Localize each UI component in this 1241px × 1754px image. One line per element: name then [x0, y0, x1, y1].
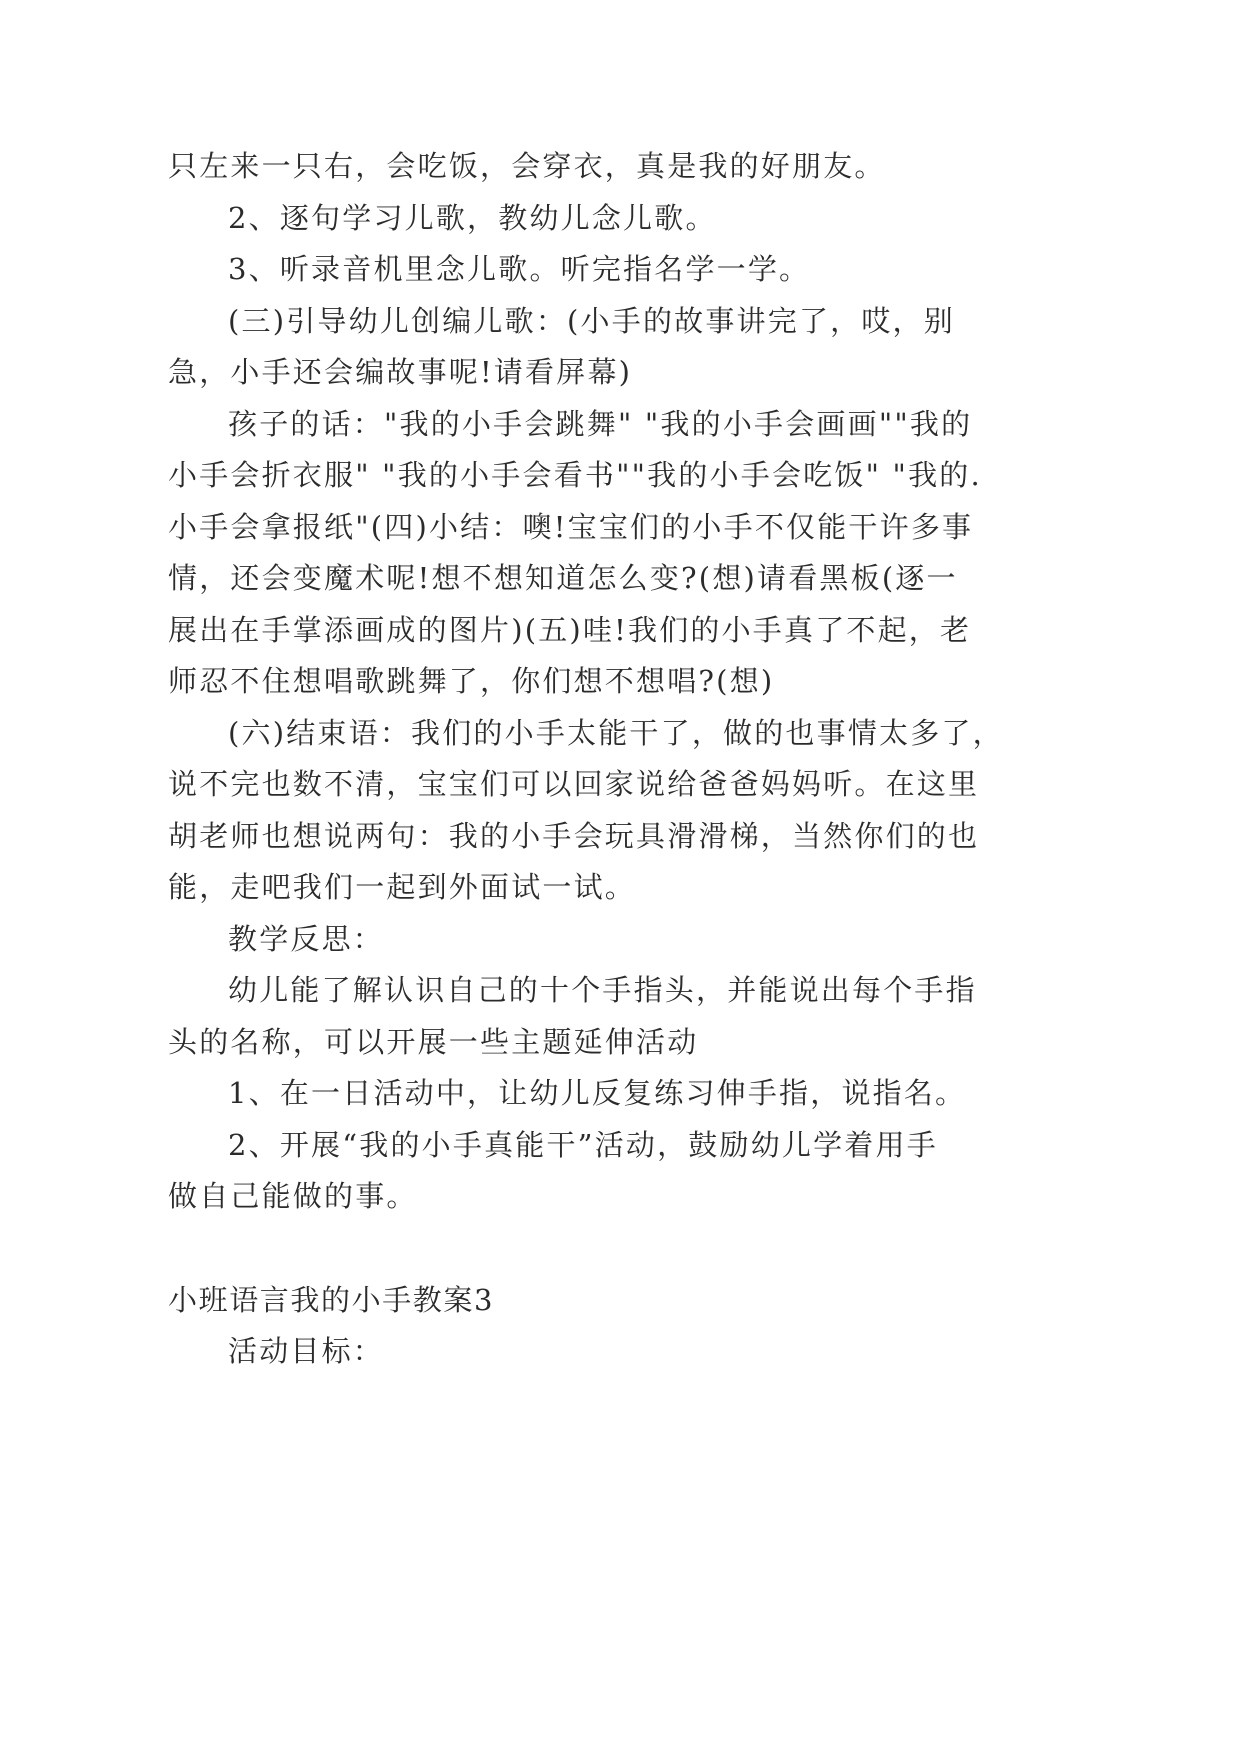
text-line: 孩子的话："我的小手会跳舞" "我的小手会画画""我的 — [228, 406, 973, 441]
text-line: 说不完也数不清，宝宝们可以回家说给爸爸妈妈听。在这里 — [168, 767, 980, 801]
text-line: 急，小手还会编故事呢!请看屏幕) — [168, 355, 633, 389]
text-line: 头的名称，可以开展一些主题延伸活动 — [168, 1024, 699, 1059]
text-line: 小手会折衣服" "我的小手会看书""我的小手会吃饭" "我的. — [168, 458, 982, 492]
text-line: 情，还会变魔术呢!想不想知道怎么变?(想)请看黑板(逐一 — [168, 561, 958, 595]
text-line: (六)结束语：我们的小手太能干了，做的也事情太多了， — [228, 715, 1004, 750]
section-spacer — [168, 1223, 948, 1275]
text-line: 活动目标： — [228, 1334, 385, 1368]
text-line: (三)引导幼儿创编儿歌：(小手的故事讲完了，哎，别 — [228, 303, 955, 338]
document-body — [168, 141, 1004, 1378]
text-line: 小手会拿报纸"(四)小结：噢!宝宝们的小手不仅能干许多事 — [168, 509, 974, 544]
text-line: 只左来一只右，会吃饭，会穿衣，真是我的好朋友。 — [168, 149, 886, 183]
text-line: 教学反思： — [228, 921, 385, 956]
text-line: 做自己能做的事。 — [168, 1179, 418, 1213]
text-line: 胡老师也想说两句：我的小手会玩具滑滑梯，当然你们的也 — [168, 818, 980, 853]
text-line: 能，走吧我们一起到外面试一试。 — [168, 870, 637, 904]
text-line: 1、在一日活动中，让幼儿反复练习伸手指，说指名。 — [228, 1076, 967, 1110]
text-line: 幼儿能了解认识自己的十个手指头，并能说出每个手指 — [228, 973, 977, 1007]
text-line: 3、听录音机里念儿歌。听完指名学一学。 — [228, 252, 811, 286]
text-line: 2、逐句学习儿歌，教幼儿念儿歌。 — [228, 200, 717, 235]
section-title: 小班语言我的小手教案3 — [168, 1282, 495, 1317]
text-line: 师忍不住想唱歌跳舞了，你们想不想唱?(想) — [168, 664, 775, 698]
text-line: 2、开展“我的小手真能干”活动，鼓励幼儿学着用手 — [228, 1127, 938, 1162]
text-line: 展出在手掌添画成的图片)(五)哇!我们的小手真了不起，老 — [168, 612, 972, 647]
